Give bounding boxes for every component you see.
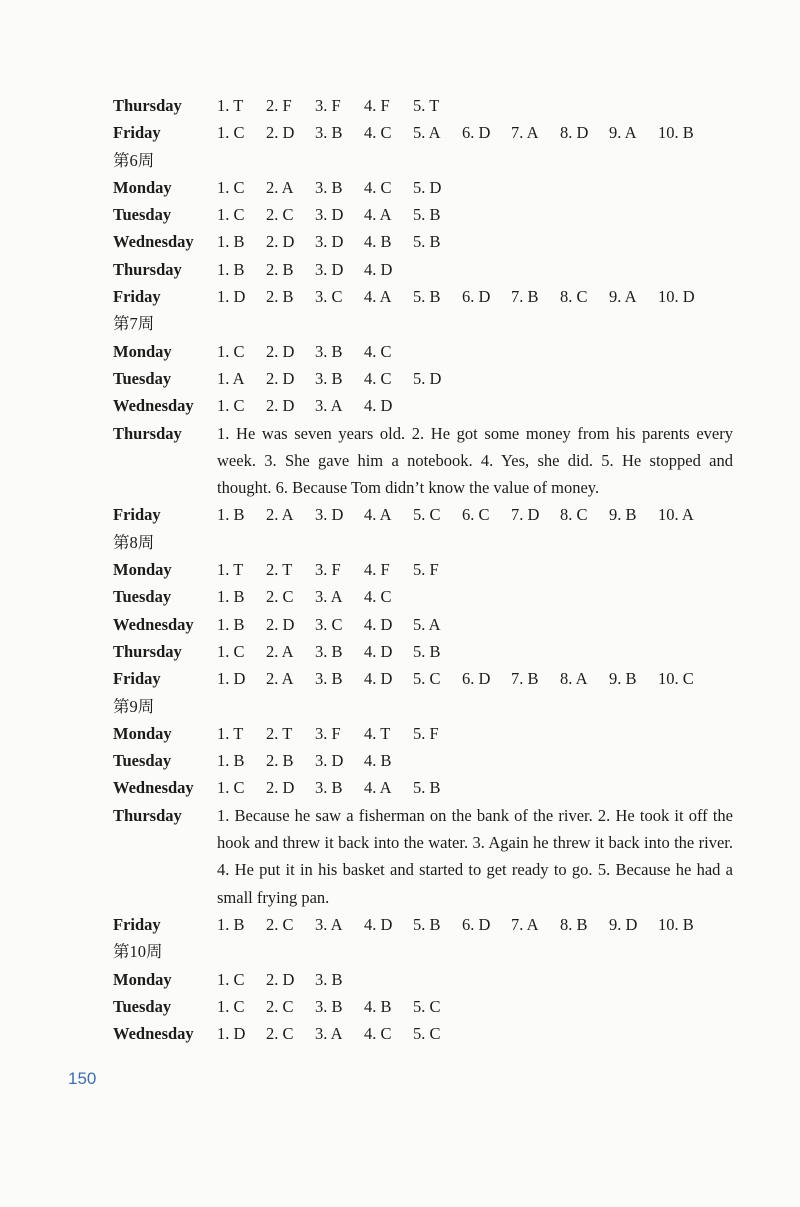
day-label: Thursday	[113, 641, 182, 661]
day-answer-row	[113, 720, 733, 747]
day-answer-row	[113, 611, 733, 638]
answer-item: 5. A	[413, 123, 441, 143]
answer-item: 7. A	[511, 914, 539, 934]
answer-item: 3. B	[315, 641, 343, 661]
answer-item: 3. D	[315, 751, 344, 771]
answer-item: 3. B	[315, 368, 343, 388]
answer-item: 3. D	[315, 232, 344, 252]
answer-item: 4. B	[364, 232, 392, 252]
answer-item: 4. D	[364, 641, 393, 661]
answer-list	[217, 1020, 462, 1047]
answer-list	[217, 228, 462, 255]
answer-item: 3. B	[315, 177, 343, 197]
answer-list	[217, 720, 462, 747]
answer-item: 1. T	[217, 560, 244, 580]
answer-item: 3. B	[315, 996, 343, 1016]
answer-list	[217, 365, 462, 392]
answer-item: 2. D	[266, 123, 295, 143]
answer-item: 5. B	[413, 778, 441, 798]
answer-item: 1. T	[217, 723, 244, 743]
answer-item: 8. A	[560, 669, 588, 689]
day-label: Friday	[113, 123, 161, 143]
answer-list	[217, 911, 707, 938]
answer-item: 6. D	[462, 287, 491, 307]
answer-item: 2. B	[266, 287, 294, 307]
day-answer-row	[113, 802, 733, 911]
day-label: Tuesday	[113, 205, 172, 225]
answer-item: 9. A	[609, 123, 637, 143]
day-label: Wednesday	[113, 1024, 194, 1044]
answer-item: 4. D	[364, 914, 393, 934]
answer-list	[217, 611, 462, 638]
day-label: Tuesday	[113, 368, 172, 388]
answer-item: 4. A	[364, 778, 392, 798]
week-heading: 第9周	[113, 696, 155, 716]
answer-item: 1. C	[217, 641, 245, 661]
answer-item: 5. B	[413, 641, 441, 661]
answer-item: 3. D	[315, 205, 344, 225]
answer-item: 4. C	[364, 341, 392, 361]
day-answer-row	[113, 365, 733, 392]
day-answer-row	[113, 774, 733, 801]
answer-list	[217, 174, 462, 201]
answer-item: 3. A	[315, 914, 343, 934]
answer-item: 2. F	[266, 96, 292, 115]
answer-item: 3. A	[315, 1024, 343, 1044]
day-answer-row	[113, 92, 733, 119]
answer-item: 2. D	[266, 232, 295, 252]
answer-paragraph: 1. He was seven years old. 2. He got some money from his parents every week. 3. She gave him a notebook. 4. Yes, she did. 5. He stopped and thought. 6. Because Tom didn’t know the value of money.	[217, 423, 733, 498]
day-answer-row	[113, 1020, 733, 1047]
answer-item: 4. D	[364, 259, 393, 279]
answer-item: 8. B	[560, 914, 588, 934]
answer-item: 5. F	[413, 560, 439, 580]
day-label: Tuesday	[113, 587, 172, 607]
day-label: Thursday	[113, 423, 182, 443]
answer-item: 3. F	[315, 96, 341, 115]
answer-list	[217, 92, 462, 119]
day-label: Friday	[113, 505, 161, 525]
answer-item: 6. D	[462, 914, 491, 934]
day-label: Tuesday	[113, 751, 172, 771]
answer-item: 2. B	[266, 259, 294, 279]
day-label: Thursday	[113, 259, 182, 279]
day-answer-row	[113, 228, 733, 255]
answer-item: 10. B	[658, 914, 694, 934]
answer-item: 1. B	[217, 232, 245, 252]
answer-item: 4. B	[364, 751, 392, 771]
answer-item: 7. B	[511, 287, 539, 307]
answer-item: 4. D	[364, 669, 393, 689]
week-heading: 第8周	[113, 532, 155, 552]
answer-item: 3. F	[315, 723, 341, 743]
answer-item: 2. C	[266, 205, 294, 225]
answer-list	[217, 501, 707, 528]
answer-item: 8. C	[560, 505, 588, 525]
answer-item: 5. C	[413, 669, 441, 689]
answer-key	[113, 92, 733, 1047]
answer-item: 3. C	[315, 287, 343, 307]
answer-list	[217, 993, 462, 1020]
answer-list	[217, 283, 707, 310]
answer-item: 5. F	[413, 723, 439, 743]
day-answer-row	[113, 911, 733, 938]
answer-item: 6. D	[462, 669, 491, 689]
answer-item: 2. D	[266, 368, 295, 388]
answer-item: 1. B	[217, 614, 245, 634]
day-answer-row	[113, 665, 733, 692]
answer-item: 2. A	[266, 669, 294, 689]
answer-item: 5. C	[413, 505, 441, 525]
answer-item: 1. C	[217, 123, 245, 143]
answer-item: 3. C	[315, 614, 343, 634]
answer-item: 3. B	[315, 123, 343, 143]
answer-item: 1. C	[217, 177, 245, 197]
answer-item: 7. B	[511, 669, 539, 689]
answer-item: 2. C	[266, 587, 294, 607]
answer-item: 5. B	[413, 287, 441, 307]
answer-item: 9. B	[609, 505, 637, 525]
answer-list	[217, 774, 462, 801]
week-heading: 第10周	[113, 942, 163, 962]
answer-list	[217, 119, 707, 146]
answer-list	[217, 201, 462, 228]
day-answer-row	[113, 338, 733, 365]
day-answer-row	[113, 966, 733, 993]
day-answer-row	[113, 638, 733, 665]
day-answer-row	[113, 283, 733, 310]
day-label: Wednesday	[113, 778, 194, 798]
day-answer-row	[113, 501, 733, 528]
answer-item: 1. A	[217, 368, 245, 388]
answer-item: 1. B	[217, 751, 245, 771]
answer-item: 1. C	[217, 996, 245, 1016]
day-label: Monday	[113, 341, 172, 361]
answer-item: 3. F	[315, 560, 341, 580]
answer-item: 4. C	[364, 587, 392, 607]
answer-item: 2. A	[266, 177, 294, 197]
answer-item: 1. C	[217, 341, 245, 361]
answer-item: 3. B	[315, 669, 343, 689]
answer-item: 1. D	[217, 287, 246, 307]
answer-item: 9. A	[609, 287, 637, 307]
day-label: Monday	[113, 969, 172, 989]
answer-item: 5. T	[413, 96, 440, 115]
day-answer-row	[113, 119, 733, 146]
answer-item: 1. B	[217, 259, 245, 279]
answer-item: 2. D	[266, 969, 295, 989]
answer-item: 4. C	[364, 368, 392, 388]
answer-item: 1. T	[217, 96, 244, 115]
answer-item: 8. D	[560, 123, 589, 143]
answer-list	[217, 556, 462, 583]
day-label: Wednesday	[113, 232, 194, 252]
answer-item: 9. D	[609, 914, 638, 934]
answer-list	[217, 665, 707, 692]
answer-item: 3. B	[315, 341, 343, 361]
answer-item: 5. B	[413, 232, 441, 252]
answer-item: 3. D	[315, 505, 344, 525]
answer-item: 3. D	[315, 259, 344, 279]
answer-item: 4. B	[364, 996, 392, 1016]
answer-item: 6. C	[462, 505, 490, 525]
answer-item: 5. C	[413, 996, 441, 1016]
answer-item: 4. A	[364, 505, 392, 525]
day-label: Tuesday	[113, 996, 172, 1016]
answer-item: 7. D	[511, 505, 540, 525]
answer-item: 2. D	[266, 778, 295, 798]
day-label: Monday	[113, 723, 172, 743]
day-answer-row	[113, 747, 733, 774]
day-answer-row	[113, 201, 733, 228]
answer-item: 5. D	[413, 177, 442, 197]
week-heading: 第7周	[113, 314, 155, 334]
answer-item: 4. C	[364, 123, 392, 143]
answer-item: 2. D	[266, 341, 295, 361]
answer-item: 2. A	[266, 641, 294, 661]
day-label: Thursday	[113, 805, 182, 825]
day-answer-row	[113, 256, 733, 283]
answer-item: 1. C	[217, 778, 245, 798]
day-label: Friday	[113, 287, 161, 307]
answer-item: 10. D	[658, 287, 695, 307]
answer-list	[217, 392, 413, 419]
day-answer-row	[113, 174, 733, 201]
day-answer-row	[113, 993, 733, 1020]
answer-item: 2. B	[266, 751, 294, 771]
answer-item: 5. A	[413, 614, 441, 634]
page-number: 150	[68, 1069, 97, 1088]
answer-item: 4. A	[364, 287, 392, 307]
week-heading: 第6周	[113, 150, 155, 170]
answer-item: 10. C	[658, 669, 694, 689]
day-answer-row	[113, 583, 733, 610]
answer-item: 5. B	[413, 205, 441, 225]
answer-item: 2. C	[266, 1024, 294, 1044]
answer-item: 3. A	[315, 396, 343, 416]
day-label: Wednesday	[113, 614, 194, 634]
answer-item: 2. C	[266, 914, 294, 934]
answer-item: 6. D	[462, 123, 491, 143]
answer-item: 2. A	[266, 505, 294, 525]
answer-item: 5. D	[413, 368, 442, 388]
answer-item: 4. F	[364, 560, 390, 580]
answer-item: 3. B	[315, 969, 343, 989]
answer-item: 1. C	[217, 205, 245, 225]
answer-item: 1. B	[217, 914, 245, 934]
answer-item: 2. D	[266, 614, 295, 634]
day-answer-row	[113, 556, 733, 583]
answer-paragraph: 1. Because he saw a fisherman on the bank of the river. 2. He took it off the hook and threw it back into the water. 3. Again he threw it back into the river. 4. He put it in his basket and started to get ready to go. 5. Because he had a small frying pan.	[217, 805, 733, 907]
answer-item: 3. A	[315, 587, 343, 607]
answer-item: 1. D	[217, 1024, 246, 1044]
answer-list	[217, 638, 462, 665]
day-label: Friday	[113, 914, 161, 934]
answer-item: 1. D	[217, 669, 246, 689]
answer-item: 2. D	[266, 396, 295, 416]
answer-item: 3. B	[315, 778, 343, 798]
answer-list	[217, 338, 413, 365]
answer-item: 4. F	[364, 96, 390, 115]
day-label: Thursday	[113, 96, 182, 115]
answer-item: 4. D	[364, 396, 393, 416]
day-label: Friday	[113, 669, 161, 689]
answer-item: 2. C	[266, 996, 294, 1016]
answer-item: 10. B	[658, 123, 694, 143]
answer-item: 4. D	[364, 614, 393, 634]
answer-item: 5. C	[413, 1024, 441, 1044]
answer-item: 2. T	[266, 560, 293, 580]
answer-item: 5. B	[413, 914, 441, 934]
answer-list	[217, 966, 364, 993]
answer-item: 4. A	[364, 205, 392, 225]
answer-item: 1. B	[217, 587, 245, 607]
answer-item: 1. C	[217, 396, 245, 416]
answer-item: 7. A	[511, 123, 539, 143]
day-label: Monday	[113, 560, 172, 580]
day-answer-row	[113, 392, 733, 419]
day-label: Wednesday	[113, 396, 194, 416]
answer-item: 8. C	[560, 287, 588, 307]
answer-item: 1. B	[217, 505, 245, 525]
answer-item: 4. C	[364, 177, 392, 197]
day-answer-row	[113, 420, 733, 502]
answer-list	[217, 747, 413, 774]
answer-item: 9. B	[609, 669, 637, 689]
answer-item: 10. A	[658, 505, 694, 525]
answer-item: 4. T	[364, 723, 391, 743]
answer-item: 2. T	[266, 723, 293, 743]
answer-item: 4. C	[364, 1024, 392, 1044]
day-label: Monday	[113, 177, 172, 197]
answer-item: 1. C	[217, 969, 245, 989]
answer-list	[217, 583, 413, 610]
answer-list	[217, 256, 413, 283]
